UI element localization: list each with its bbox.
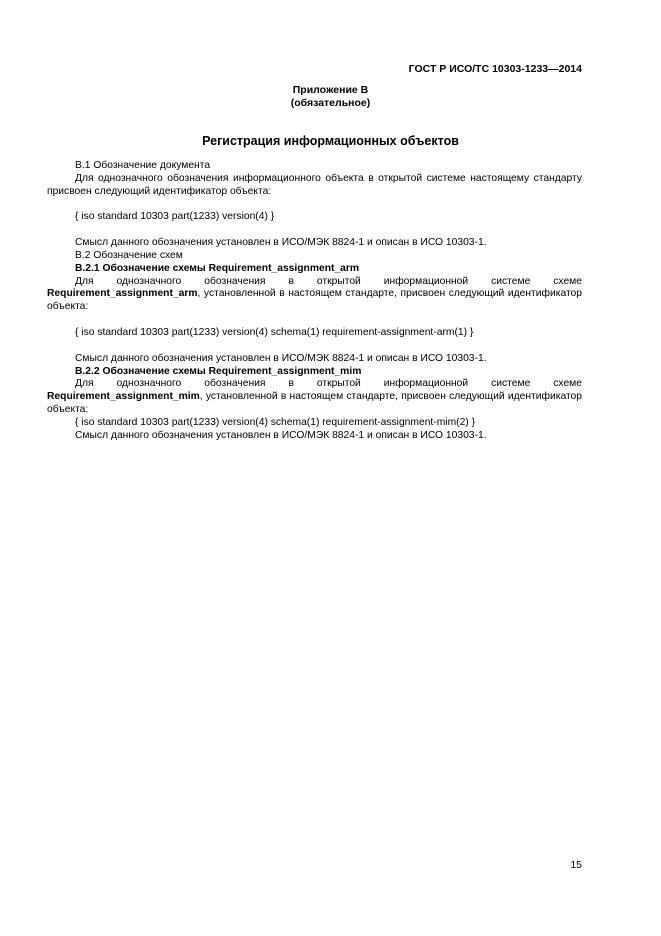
schema-name-arm: Requirement_assignment_arm — [47, 288, 198, 300]
section-b21-text — [47, 288, 582, 314]
section-b1-meaning: Смысл данного обозначения установлен в ИСО/МЭК 8824-1 и описан в ИСО 10303-1. — [75, 237, 487, 249]
section-b1-heading: В.1 Обозначение документа — [75, 160, 211, 171]
page-number: 15 — [570, 859, 582, 871]
section-b21-meaning: Смысл данного обозначения установлен в ИСО/МЭК 8824-1 и описан в ИСО 10303-1. — [75, 352, 487, 364]
section-b22-text-end: , установленной в настоящем стандарте, присвоен следующий идентификатор объекта: — [47, 391, 582, 415]
document-header: ГОСТ Р ИСО/ТС 10303-1233—2014 — [408, 63, 582, 75]
page-title: Регистрация информационных объектов — [202, 134, 459, 148]
annex-label: Приложение В — [292, 84, 369, 96]
document-body — [47, 160, 582, 442]
section-b22-identifier: { iso standard 10303 part(1233) version(4) schema(1) requirement-assignment-mim(2) } — [75, 416, 476, 428]
section-b2-heading: В.2 Обозначение схем — [75, 249, 183, 261]
section-b1-identifier: { iso standard 10303 part(1233) version(4) } — [75, 211, 275, 223]
section-b1-text: Для однозначного обозначения информационного объекта в открытой системе настоящему стандарту присвоен следующий идентификатор объекта: — [47, 172, 582, 197]
section-b22-meaning: Смысл данного обозначения установлен в ИСО/МЭК 8824-1 и описан в ИСО 10303-1. — [75, 429, 487, 441]
section-b21-text-line: Для однозначного обозначения в открытой информационной системе схеме — [75, 275, 582, 287]
section-b21-text-end: , установленной в настоящем стандарте, присвоен следующий идентификатор объекта: — [47, 288, 582, 313]
annex-heading — [0, 84, 661, 109]
schema-name-mim: Requirement_assignment_mim — [47, 391, 200, 403]
annex-status: (обязательное) — [290, 96, 371, 109]
section-b21-heading: В.2.1 Обозначение схемы Requirement_assignment_arm — [75, 262, 360, 274]
section-b22-text-line: Для однозначного обозначения в открытой информационной системе схеме — [75, 378, 582, 390]
section-b21-identifier: { iso standard 10303 part(1233) version(4) schema(1) requirement-assignment-arm(1) } — [75, 326, 474, 338]
section-b22-heading: В.2.2 Обозначение схемы Requirement_assignment_mim — [75, 365, 362, 377]
section-b22-text — [47, 391, 582, 417]
